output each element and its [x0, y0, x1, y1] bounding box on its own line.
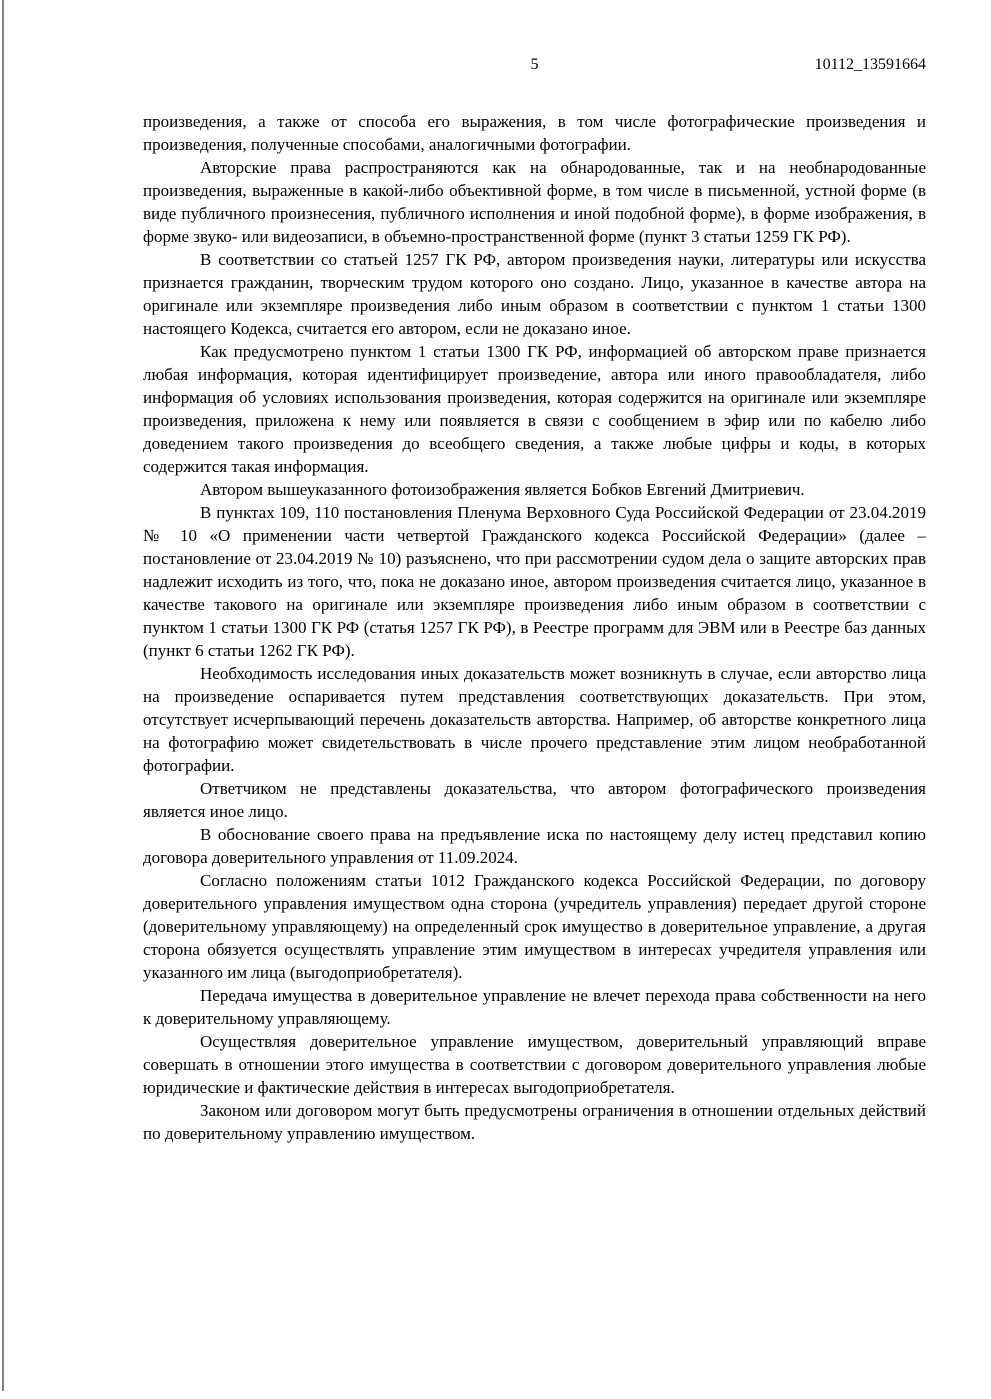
body-paragraph: Авторские права распространяются как на обнародованные, так и на необнародованные произведения, выраженные в какой-либо объективной форме, в том числе в письменной, устной форме (в виде публичного произнесения, публичного исполнения и иной подобной форме), в форме изображения, в форме звуко- или видеозаписи, в объемно-пространственной форме (пункт 3 статьи 1259 ГК РФ).: [143, 158, 926, 246]
body-paragraph: Ответчиком не представлены доказательства, что автором фотографического произведения является иное лицо.: [143, 779, 926, 821]
document-body: [143, 110, 926, 1145]
body-paragraph: Законом или договором могут быть предусмотрены ограничения в отношении отдельных действий по доверительному управлению имуществом.: [143, 1101, 926, 1143]
body-paragraph: Как предусмотрено пунктом 1 статьи 1300 ГК РФ, информацией об авторском праве признается любая информация, которая идентифицирует произведение, автора или иного правообладателя, либо информация об условиях использования произведения, которая содержится на оригинале или экземпляре произведения, приложена к нему или появляется в связи с сообщением в эфир или по кабелю либо доведением такого произведения до всеобщего сведения, а также любые цифры и коды, в которых содержится такая информация.: [143, 342, 926, 476]
page-header: [143, 54, 926, 76]
scan-edge-line: [2, 0, 4, 1391]
body-paragraph: Передача имущества в доверительное управление не влечет перехода права собственности на него к доверительному управляющему.: [143, 986, 926, 1028]
body-paragraph: В обоснование своего права на предъявление иска по настоящему делу истец представил копию договора доверительного управления от 11.09.2024.: [143, 825, 926, 867]
body-paragraph: В пунктах 109, 110 постановления Пленума Верховного Суда Российской Федерации от 23.04.2019 № 10 «О применении части четвертой Гражданского кодекса Российской Федерации» (далее – постановление от 23.04.2019 № 10) разъяснено, что при рассмотрении судом дела о защите авторских прав надлежит исходить из того, что, пока не доказано иное, автором произведения считается лицо, указанное в качестве такового на оригинале или экземпляре произведения либо иным образом в соответствии с пунктом 1 статьи 1300 ГК РФ (статья 1257 ГК РФ), в Реестре программ для ЭВМ или в Реестре баз данных (пункт 6 статьи 1262 ГК РФ).: [143, 503, 926, 660]
body-paragraph: В соответствии со статьей 1257 ГК РФ, автором произведения науки, литературы или искусства признается гражданин, творческим трудом которого оно создано. Лицо, указанное в качестве автора на оригинале или экземпляре произведения либо иным образом в соответствии с пунктом 1 статьи 1300 настоящего Кодекса, считается его автором, если не доказано иное.: [143, 250, 926, 338]
body-paragraph: Согласно положениям статьи 1012 Гражданского кодекса Российской Федерации, по договору доверительного управления имуществом одна сторона (учредитель управления) передает другой стороне (доверительному управляющему) на определенный срок имущество в доверительное управление, а другая сторона обязуется осуществлять управление этим имуществом в интересах учредителя управления или указанного им лица (выгодоприобретателя).: [143, 871, 926, 982]
body-paragraph: Осуществляя доверительное управление имуществом, доверительный управляющий вправе совершать в отношении этого имущества в соответствии с договором доверительного управления любые юридические и фактические действия в интересах выгодоприобретателя.: [143, 1032, 926, 1097]
body-paragraph: произведения, а также от способа его выражения, в том числе фотографические произведения и произведения, полученные способами, аналогичными фотографии.: [143, 112, 926, 154]
document-id: 10112_13591664: [814, 56, 926, 73]
page-number: 5: [530, 56, 539, 73]
body-paragraph: Необходимость исследования иных доказательств может возникнуть в случае, если авторство лица на произведение оспаривается путем представления соответствующих доказательств. При этом, отсутствует исчерпывающий перечень доказательств авторства. Например, об авторстве конкретного лица на фотографию может свидетельствовать в числе прочего представление этим лицом необработанной фотографии.: [143, 664, 926, 775]
body-paragraph: Автором вышеуказанного фотоизображения является Бобков Евгений Дмитриевич.: [200, 480, 805, 499]
